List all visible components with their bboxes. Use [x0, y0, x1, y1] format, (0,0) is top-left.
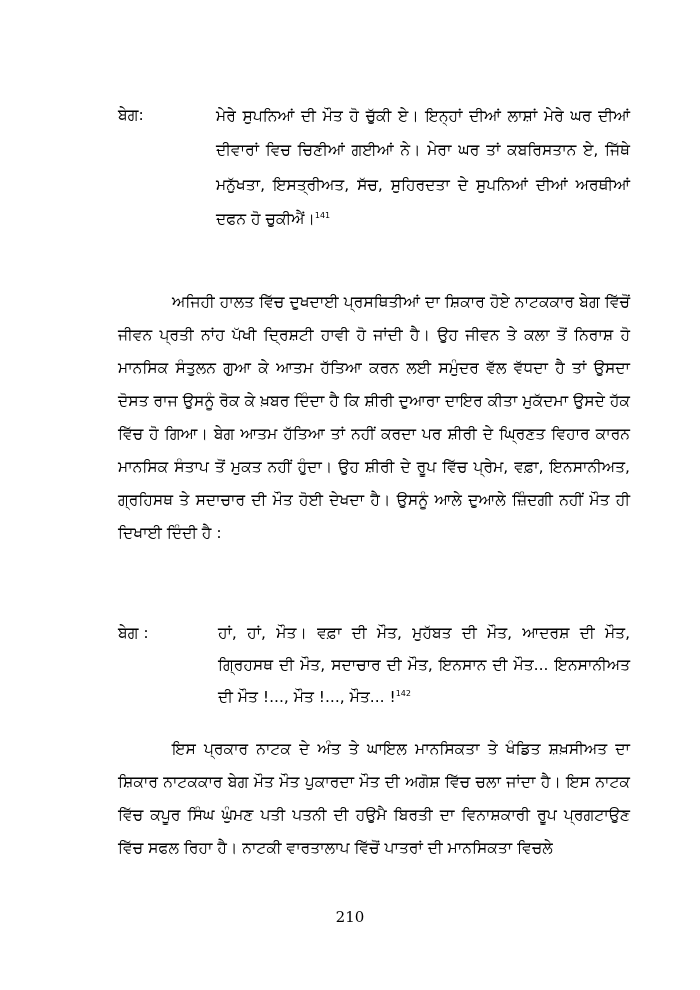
- body-paragraph-2: ਇਸ ਪ੍ਰਕਾਰ ਨਾਟਕ ਦੇ ਅੰਤ ਤੇ ਘਾਇਲ ਮਾਨਸਿਕਤਾ ਤੇ ਖੰਡਿਤ ਸ਼ਖ਼ਸੀਅਤ ਦਾ ਸ਼ਿਕਾਰ ਨਾਟਕਕਾਰ ਬੇਗ ਮੌਤ ਮੌਤ ਪੁਕਾਰਦਾ ਮੌਤ ਦੀ ਅਗੋਸ਼ ਵਿੱਚ ਚਲਾ ਜਾਂਦਾ ਹੈ। ਇਸ ਨਾਟਕ ਵਿੱਚ ਕਪੂਰ ਸਿੰਘ ਘੁੰਮਣ ਪਤੀ ਪਤਨੀ ਦੀ ਹਉਮੈ ਬਿਰਤੀ ਦਾ ਵਿਨਾਸ਼ਕਾਰੀ ਰੂਪ ਪ੍ਰਗਟਾਉਣ ਵਿੱਚ ਸਫਲ ਰਿਹਾ ਹੈ। ਨਾਟਕੀ ਵਾਰਤਾਲਾਪ ਵਿੱਚੋਂ ਪਾਤਰਾਂ ਦੀ ਮਾਨਸਿਕਤਾ ਵਿਚਲੇ: [118, 739, 630, 857]
- dialogue-text-body: ਹਾਂ, ਹਾਂ, ਮੌਤ। ਵਫ਼ਾ ਦੀ ਮੌਤ, ਮੁਹੱਬਤ ਦੀ ਮੌਤ, ਆਦਰਸ਼ ਦੀ ਮੌਤ, ਗ੍ਰਿਹਸਥ ਦੀ ਮੌਤ, ਸਦਾਚਾਰ ਦੀ ਮੌਤ, ਇਨਸਾਨ ਦੀ ਮੌਤ... ਇਨਸਾਨੀਅਤ ਦੀ ਮੌਤ !..., ਮੌਤ !..., ਮੌਤ... !: [218, 624, 630, 706]
- body-paragraph-1: ਅਜਿਹੀ ਹਾਲਤ ਵਿੱਚ ਦੁਖਦਾਈ ਪ੍ਰਸਥਿਤੀਆਂ ਦਾ ਸ਼ਿਕਾਰ ਹੋਏ ਨਾਟਕਕਾਰ ਬੇਗ ਵਿੱਚੋਂ ਜੀਵਨ ਪ੍ਰਤੀ ਨਾਂਹ ਪੱਖੀ ਦ੍ਰਿਸ਼ਟੀ ਹਾਵੀ ਹੋ ਜਾਂਦੀ ਹੈ। ਉਹ ਜੀਵਨ ਤੇ ਕਲਾ ਤੋਂ ਨਿਰਾਸ਼ ਹੋ ਮਾਨਸਿਕ ਸੰਤੁਲਨ ਗੁਆ ਕੇ ਆਤਮ ਹੱਤਿਆ ਕਰਨ ਲਈ ਸਮੁੰਦਰ ਵੱਲ ਵੱਧਦਾ ਹੈ ਤਾਂ ਉਸਦਾ ਦੋਸਤ ਰਾਜ ਉਸਨੂੰ ਰੋਕ ਕੇ ਖ਼ਬਰ ਦਿੰਦਾ ਹੈ ਕਿ ਸ਼ੀਰੀ ਦੁਆਰਾ ਦਾਇਰ ਕੀਤਾ ਮੁਕੱਦਮਾ ਉਸਦੇ ਹੱਕ ਵਿੱਚ ਹੋ ਗਿਆ। ਬੇਗ ਆਤਮ ਹੱਤਿਆ ਤਾਂ ਨਹੀਂ ਕਰਦਾ ਪਰ ਸ਼ੀਰੀ ਦੇ ਘ੍ਰਿਣਤ ਵਿਹਾਰ ਕਾਰਨ ਮਾਨਸਿਕ ਸੰਤਾਪ ਤੋਂ ਮੁਕਤ ਨਹੀਂ ਹੁੰਦਾ। ਉਹ ਸ਼ੀਰੀ ਦੇ ਰੂਪ ਵਿੱਚ ਪ੍ਰੇਮ, ਵਫ਼ਾ, ਇਨਸਾਨੀਅਤ, ਗ੍ਰਹਿਸਥ ਤੇ ਸਦਾਚਾਰ ਦੀ ਮੌਤ ਹੋਈ ਦੇਖਦਾ ਹੈ। ਉਸਨੂੰ ਆਲੇ ਦੁਆਲੇ ਜ਼ਿੰਦਗੀ ਨਹੀਂ ਮੌਤ ਹੀ ਦਿਖਾਈ ਦਿੰਦੀ ਹੈ :: [118, 292, 630, 542]
- dialogue-text: [216, 99, 630, 237]
- dialogue-quote-1: [118, 99, 630, 237]
- footnote-marker[interactable]: 141: [314, 211, 331, 221]
- dialogue-quote-2: [118, 617, 630, 713]
- speaker-label: ਬੇਗ:: [118, 106, 144, 124]
- dialogue-text: [218, 617, 630, 713]
- dialogue-text-body: ਮੇਰੇ ਸੁਪਨਿਆਂ ਦੀ ਮੌਤ ਹੋ ਚੁੱਕੀ ਏ। ਇਨ੍ਹਾਂ ਦੀਆਂ ਲਾਸ਼ਾਂ ਮੇਰੇ ਘਰ ਦੀਆਂ ਦੀਵਾਰਾਂ ਵਿਚ ਚਿਣੀਆਂ ਗਈਆਂ ਨੇ। ਮੇਰਾ ਘਰ ਤਾਂ ਕਬਰਿਸਤਾਨ ਏ, ਜਿੱਥੇ ਮਨੁੱਖਤਾ, ਇਸਤ੍ਰੀਅਤ, ਸੱਚ, ਸੁਹਿਰਦਤਾ ਦੇ ਸੁਪਨਿਆਂ ਦੀਆਂ ਅਰਥੀਆਂ ਦਫਨ ਹੋ ਚੁਕੀਐਂ।: [216, 107, 630, 229]
- speaker-label: ਬੇਗ :: [118, 624, 149, 642]
- page-number: 210: [335, 908, 365, 926]
- footnote-marker[interactable]: 142: [395, 689, 411, 698]
